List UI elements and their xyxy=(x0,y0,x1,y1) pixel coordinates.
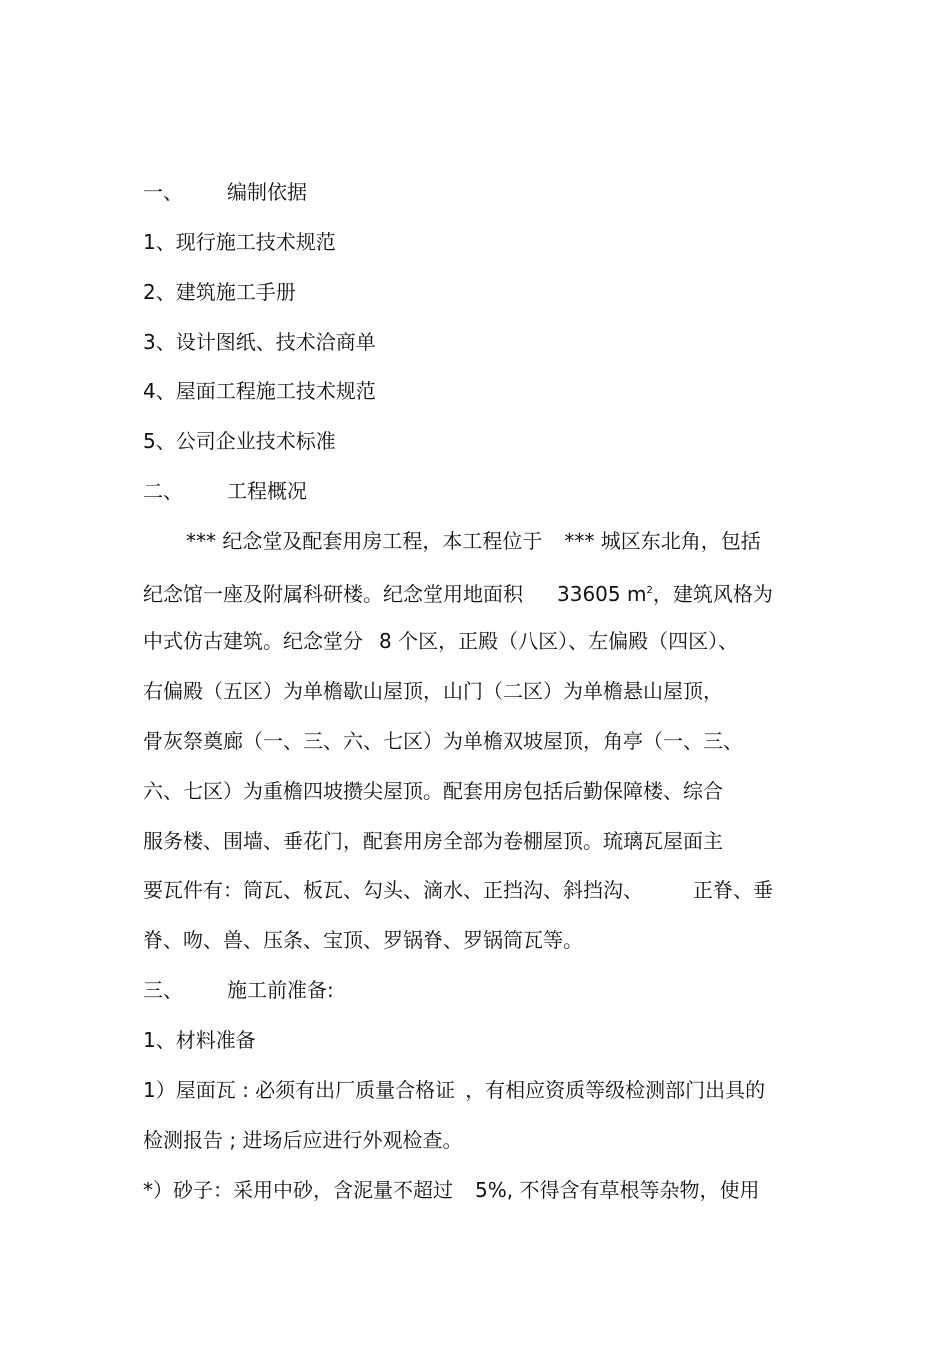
overview-line: 骨灰祭奠廊（一、三、六、七区）为单檐双坡屋顶，角亭（一、三、 xyxy=(143,729,743,753)
overview-line: 六、七区）为重檐四坡攒尖屋顶。配套用房包括后勤保障楼、综合 xyxy=(143,779,723,803)
section-heading-overview xyxy=(143,476,307,506)
overview-line: 纪念馆一座及附属科研楼。纪念堂用地面积 33605 $m^2$，建筑风格为 xyxy=(143,582,773,606)
prep-item-line: 检测报告 ; 进场后应进行外观检查。 xyxy=(143,1128,463,1152)
section-heading-basis xyxy=(143,177,307,207)
section-title: 施工前准备: xyxy=(227,978,334,1002)
overview-line: *** 纪念堂及配套用房工程，本工程位于 *** 城区东北角，包括 xyxy=(186,529,761,553)
overview-line: 脊、吻、兽、压条、宝顶、罗锅脊、罗锅筒瓦等。 xyxy=(143,928,583,952)
section-number: 一、 xyxy=(143,180,183,204)
overview-line: 服务楼、围墙、垂花门，配套用房全部为卷棚屋顶。琉璃瓦屋面主 xyxy=(143,829,723,853)
prep-item-line: *）砂子：采用中砂，含泥量不超过 5%, 不得含有草根等杂物，使用 xyxy=(143,1178,760,1202)
section-number: 三、 xyxy=(143,978,183,1002)
overview-line: 右偏殿（五区）为单檐歇山屋顶，山门（二区）为单檐悬山屋顶， xyxy=(143,679,723,703)
basis-item: 4、屋面工程施工技术规范 xyxy=(143,379,376,403)
basis-item: 5、公司企业技术标准 xyxy=(143,429,336,453)
overview-line: 要瓦件有：筒瓦、板瓦、勾头、滴水、正挡沟、斜挡沟、 正脊、垂 xyxy=(143,878,773,902)
section-heading-preparation xyxy=(143,975,334,1005)
section-number: 二、 xyxy=(143,479,183,503)
prep-subheading: 1、材料准备 xyxy=(143,1028,256,1052)
section-title: 工程概况 xyxy=(227,479,307,503)
overview-line: 中式仿古建筑。纪念堂分 8 个区，正殿（八区）、左偏殿（四区）、 xyxy=(143,629,739,653)
prep-item-line: 1）屋面瓦 : 必须有出厂质量合格证 ，有相应资质等级检测部门出具的 xyxy=(143,1078,766,1102)
basis-item: 1、现行施工技术规范 xyxy=(143,230,336,254)
basis-item: 3、设计图纸、技术洽商单 xyxy=(143,330,376,354)
section-title: 编制依据 xyxy=(227,180,307,204)
basis-item: 2、建筑施工手册 xyxy=(143,280,296,304)
